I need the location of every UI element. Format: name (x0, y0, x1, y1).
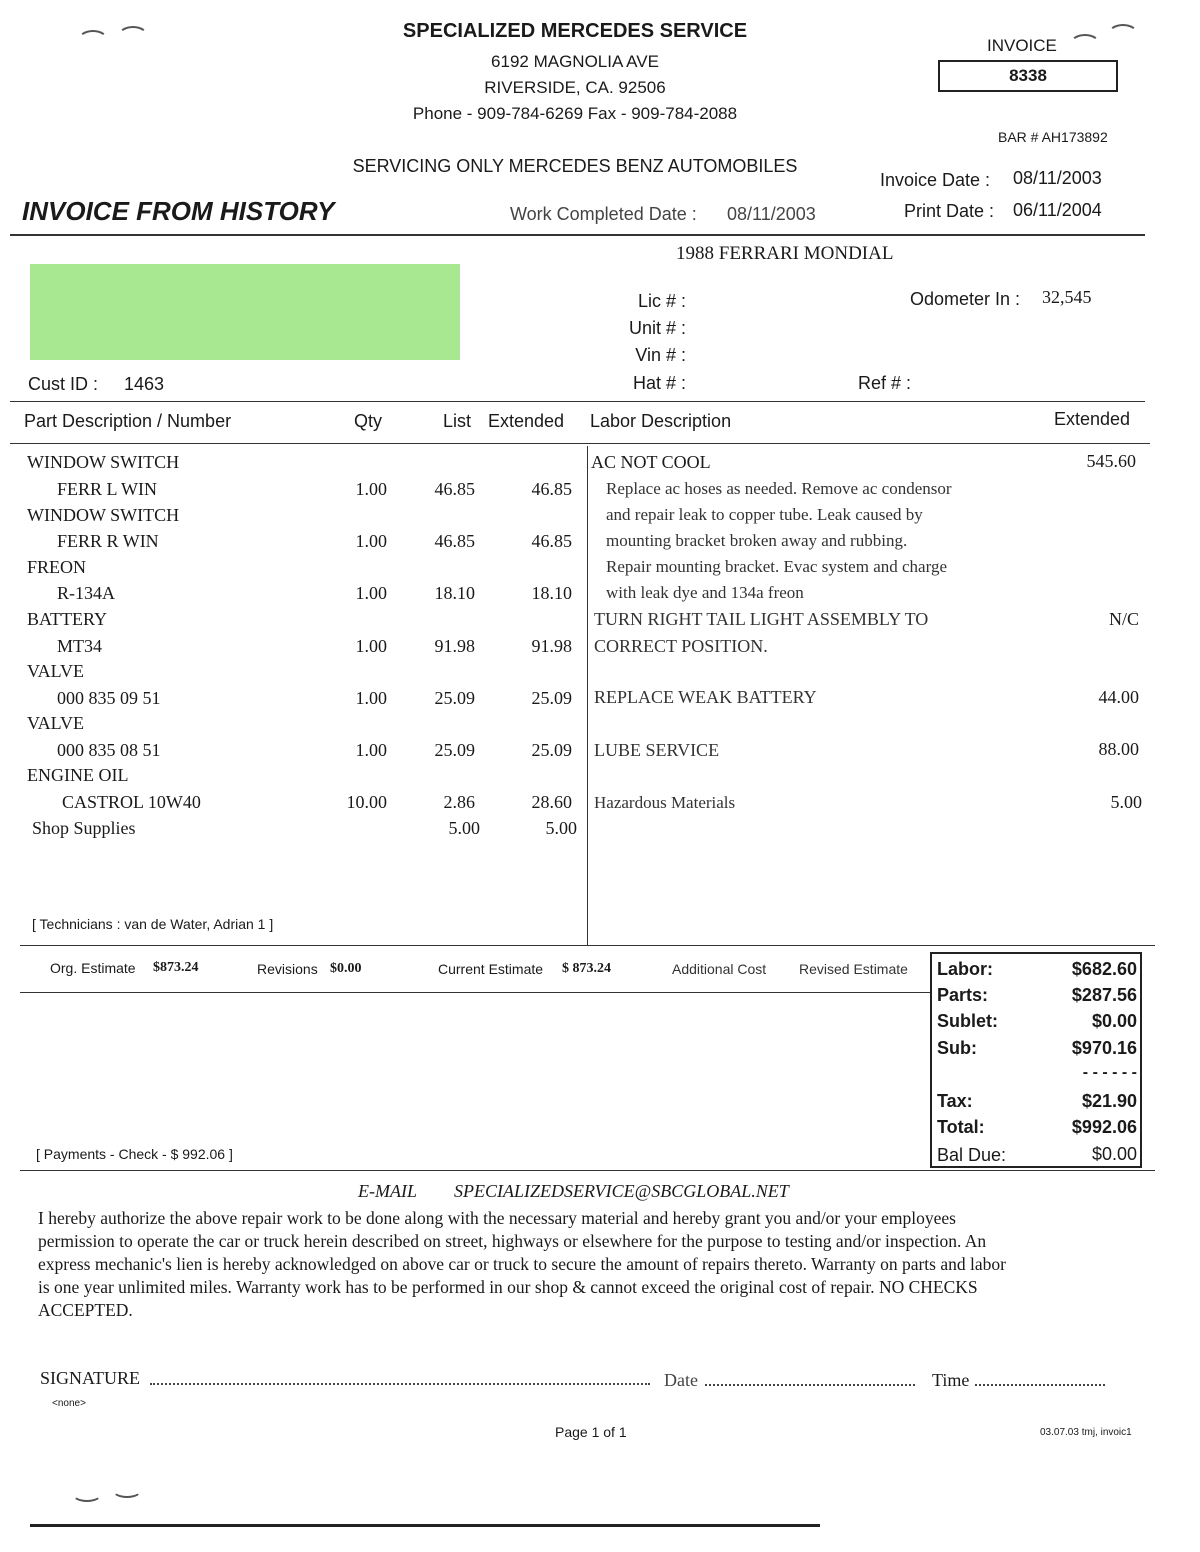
shop-name: SPECIALIZED MERCEDES SERVICE (402, 20, 748, 42)
header-divider (10, 234, 1145, 236)
cust-id-label: Cust ID : (28, 374, 99, 394)
labor-amount: 88.00 (1098, 739, 1139, 759)
part-name: WINDOW SWITCH (27, 505, 180, 525)
invoice-label: INVOICE (987, 36, 1057, 55)
totals-separator: - - - - - - (1082, 1064, 1137, 1081)
parts-labor-divider (587, 446, 588, 945)
part-number: CASTROL 10W40 (62, 792, 201, 812)
invoice-number-box (938, 60, 1118, 92)
odometer-value: 32,545 (1042, 287, 1092, 307)
labor-detail: with leak dye and 134a freon (606, 583, 804, 602)
part-number: 000 835 09 51 (57, 688, 161, 708)
page-number: Page 1 of 1 (555, 1424, 627, 1440)
part-extended: 46.85 (531, 479, 572, 499)
shop-address-1: 6192 MAGNOLIA AVE (491, 52, 659, 71)
time-field (975, 1384, 1105, 1386)
labor-amount: N/C (1108, 609, 1139, 629)
grand-total: $992.06 (1071, 1117, 1137, 1137)
labor-total-label: Labor: (937, 959, 993, 979)
labor-title: Hazardous Materials (594, 793, 736, 812)
parts-total: $287.56 (1071, 985, 1137, 1005)
vehicle-description: 1988 FERRARI MONDIAL (676, 243, 894, 264)
bar-number: BAR # AH173892 (998, 129, 1108, 145)
date-field (705, 1384, 915, 1386)
revised-estimate-label: Revised Estimate (799, 961, 908, 977)
labor-title: AC NOT COOL (591, 452, 711, 472)
column-header-divider (10, 443, 1150, 444)
unit-label: Unit # : (628, 318, 686, 338)
scan-mark (118, 26, 148, 46)
part-number: FERR R WIN (57, 531, 159, 551)
bottom-scan-edge (30, 1524, 820, 1527)
col-list: List (443, 411, 472, 431)
col-qty: Qty (354, 411, 383, 431)
balance-due: $0.00 (1091, 1144, 1137, 1164)
scan-mark (1108, 24, 1138, 44)
signature-label: SIGNATURE (40, 1368, 141, 1388)
labor-amount: 5.00 (1110, 792, 1142, 812)
labor-total: $682.60 (1071, 959, 1137, 979)
authorization-line: ACCEPTED. (38, 1300, 133, 1320)
time-label: Time (932, 1370, 970, 1390)
part-extended: 28.60 (531, 792, 572, 812)
part-name: BATTERY (27, 609, 108, 629)
part-name: VALVE (27, 713, 85, 733)
authorization-line: I hereby authorize the above repair work to be done along with the necessary material and hereby grant you and/or your employees (38, 1208, 956, 1228)
customer-divider (10, 401, 1145, 402)
part-number: MT34 (57, 636, 102, 656)
part-name: ENGINE OIL (27, 765, 129, 785)
sublet-total-label: Sublet: (937, 1011, 998, 1031)
part-list: 18.10 (434, 583, 475, 603)
shop-supplies-label: Shop Supplies (32, 818, 136, 838)
shop-email: SPECIALIZEDSERVICE@SBCGLOBAL.NET (454, 1181, 789, 1201)
tax-total: $21.90 (1081, 1091, 1137, 1111)
col-part-description: Part Description / Number (24, 411, 232, 431)
part-list: 2.86 (443, 792, 475, 812)
part-qty: 10.00 (346, 792, 387, 812)
shop-supplies-list: 5.00 (448, 818, 480, 838)
org-estimate-label: Org. Estimate (50, 960, 136, 976)
sub-total: $970.16 (1071, 1038, 1137, 1058)
scan-mark (72, 1486, 102, 1502)
payments-divider (20, 1170, 1155, 1171)
part-name: FREON (27, 557, 87, 577)
signature-field (150, 1383, 650, 1385)
part-name: VALVE (27, 661, 85, 681)
print-date-label: Print Date : (904, 201, 995, 221)
part-extended: 25.09 (531, 740, 572, 760)
part-list: 46.85 (434, 479, 475, 499)
col-labor-description: Labor Description (590, 411, 732, 431)
part-list: 91.98 (434, 636, 475, 656)
sublet-total: $0.00 (1091, 1011, 1137, 1031)
work-completed-label: Work Completed Date : (510, 204, 697, 224)
parts-total-label: Parts: (937, 985, 989, 1005)
additional-cost-label: Additional Cost (672, 961, 767, 977)
part-number: FERR L WIN (57, 479, 158, 499)
line-items-divider (20, 945, 1155, 946)
labor-detail: and repair leak to copper tube. Leak caused by (606, 505, 923, 524)
estimates-divider (20, 992, 930, 993)
current-estimate-value: $ 873.24 (562, 961, 611, 976)
odometer-label: Odometer In : (910, 289, 1021, 309)
form-code: 03.07.03 tmj, invoic1 (1040, 1427, 1132, 1438)
work-completed-date: 08/11/2003 (727, 204, 816, 224)
part-extended: 46.85 (531, 531, 572, 551)
labor-title: LUBE SERVICE (594, 740, 720, 760)
labor-detail: mounting bracket broken away and rubbing. (606, 531, 908, 550)
labor-title-line-2: CORRECT POSITION. (594, 636, 768, 656)
part-extended: 18.10 (531, 583, 572, 603)
cust-id: 1463 (124, 374, 165, 394)
part-list: 46.85 (434, 531, 475, 551)
print-date: 06/11/2004 (1013, 200, 1102, 220)
part-qty: 1.00 (355, 531, 387, 551)
tax-label: Tax: (937, 1091, 973, 1111)
email-label: E-MAIL (358, 1181, 417, 1201)
part-qty: 1.00 (355, 583, 387, 603)
part-qty: 1.00 (355, 636, 387, 656)
labor-amount: 44.00 (1098, 687, 1139, 707)
revisions-label: Revisions (257, 961, 318, 977)
scan-mark (112, 1482, 142, 1498)
hat-label: Hat # : (632, 373, 686, 393)
labor-amount: 545.60 (1086, 451, 1136, 471)
scan-mark (1070, 34, 1100, 54)
part-qty: 1.00 (355, 479, 387, 499)
current-estimate-label: Current Estimate (438, 961, 544, 977)
shop-phone: Phone - 909-784-6269 Fax - 909-784-2088 (412, 104, 738, 123)
sub-total-label: Sub: (937, 1038, 977, 1058)
labor-detail: Repair mounting bracket. Evac system and charge (606, 557, 947, 576)
shop-supplies-extended: 5.00 (545, 818, 577, 838)
invoice-date-label: Invoice Date : (880, 170, 991, 190)
shop-tagline: SERVICING ONLY MERCEDES BENZ AUTOMOBILES (352, 156, 798, 176)
page-title: INVOICE FROM HISTORY (22, 196, 335, 226)
shop-address-2: RIVERSIDE, CA. 92506 (484, 78, 666, 97)
part-extended: 25.09 (531, 688, 572, 708)
balance-due-label: Bal Due: (937, 1145, 1007, 1165)
payments: [ Payments - Check - $ 992.06 ] (36, 1146, 233, 1162)
vin-label: Vin # : (635, 345, 686, 365)
part-number: R-134A (57, 583, 115, 603)
part-extended: 91.98 (531, 636, 572, 656)
revisions-value: $0.00 (330, 961, 362, 976)
invoice-date: 08/11/2003 (1013, 168, 1102, 188)
labor-detail: Replace ac hoses as needed. Remove ac condensor (606, 479, 952, 498)
date-label: Date (664, 1370, 698, 1390)
scan-mark (78, 30, 108, 50)
labor-title: REPLACE WEAK BATTERY (594, 687, 817, 707)
technicians: [ Technicians : van de Water, Adrian 1 ] (32, 916, 274, 932)
part-qty: 1.00 (355, 688, 387, 708)
org-estimate-value: $873.24 (153, 960, 199, 975)
col-extended: Extended (488, 411, 565, 431)
col-labor-extended: Extended (1054, 409, 1131, 429)
signature-value: <none> (52, 1398, 86, 1409)
customer-redaction (30, 264, 460, 360)
part-qty: 1.00 (355, 740, 387, 760)
part-list: 25.09 (434, 688, 475, 708)
authorization-line: express mechanic's lien is hereby acknowledged on above car or truck to secure the amount of repairs thereto. Warranty on parts and labor (38, 1254, 1006, 1274)
part-list: 25.09 (434, 740, 475, 760)
part-name: WINDOW SWITCH (27, 452, 180, 472)
authorization-line: permission to operate the car or truck herein described on street, highways or elsewhere for the purpose to testing and/or inspection. An (38, 1231, 987, 1251)
part-number: 000 835 08 51 (57, 740, 161, 760)
authorization-line: is one year unlimited miles. Warranty work has to be performed in our shop & cannot exceed the original cost of repair. NO CHECKS (38, 1277, 978, 1297)
grand-total-label: Total: (937, 1117, 985, 1137)
ref-label: Ref # : (858, 373, 912, 393)
lic-label: Lic # : (637, 291, 686, 311)
invoice-number: 8338 (1009, 66, 1047, 85)
labor-title: TURN RIGHT TAIL LIGHT ASSEMBLY TO (594, 609, 929, 629)
